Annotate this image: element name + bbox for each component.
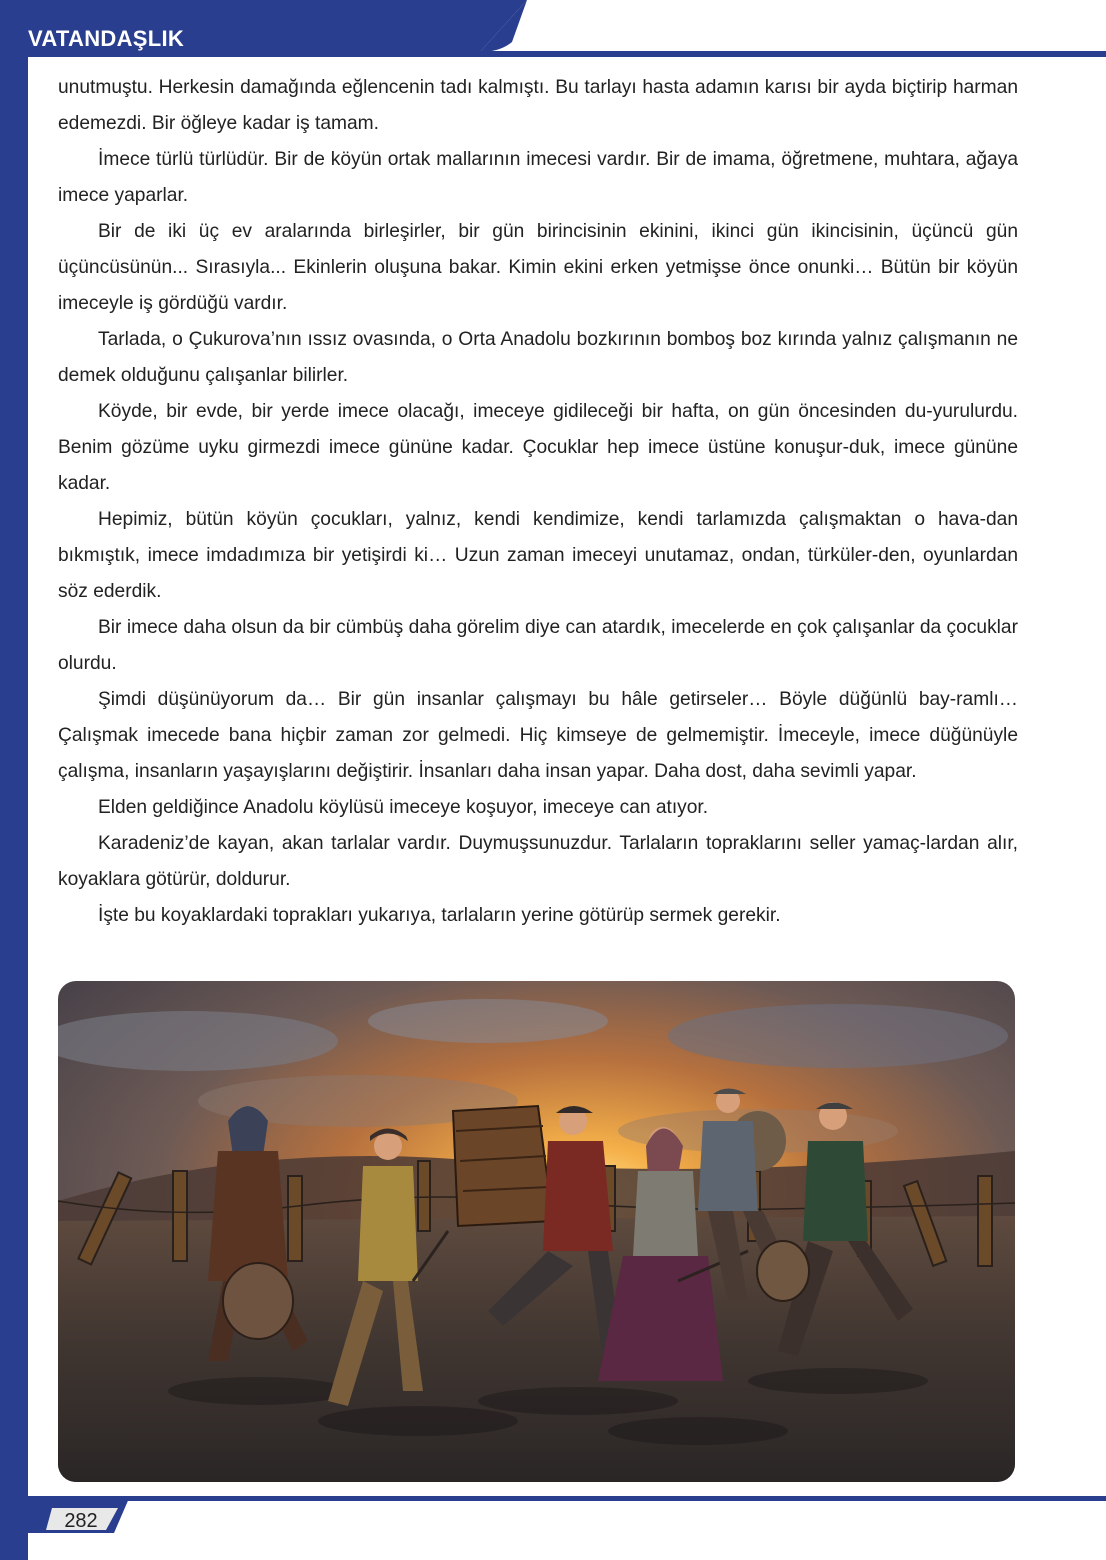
paragraph: Şimdi düşünüyorum da… Bir gün insanlar çalışmayı bu hâle getirseler… Böyle düğünlü bay-ramlı… Çalışmak imecede bana hiçbir zaman zor gelmedi. Hiç kimseye de gelmemiştir. İmeceyle, imece düğünüyle çalışma, insanların yaşayışlarını değiştirir. İnsanları daha insan yapar. Daha dost, daha sevimli yapar. xyxy=(58,689,1018,782)
paragraph: Bir de iki üç ev aralarında birleşirler, bir gün birincisinin ekinini, ikinci gün ikincisinin, üçüncü gün üçüncüsünün... Sırasıyla... Ekinlerin oluşuna bakar. Kimin ekini erken yetmişse önce onunki… Bütün bir köyün imeceyle iş gördüğü vardır. xyxy=(58,221,1018,314)
paragraph: unutmuştu. Herkesin damağında eğlencenin tadı kalmıştı. Bu tarlayı hasta adamın karısı bir ayda biçtirip harman edemezdi. Bir öğleye kadar iş tamam. xyxy=(58,77,1018,134)
paragraph: Elden geldiğince Anadolu köylüsü imeceye koşuyor, imeceye can atıyor. xyxy=(98,797,709,818)
paragraph: Tarlada, o Çukurova’nın ıssız ovasında, o Orta Anadolu bozkırının bomboş boz kırında yalnız çalışmanın ne demek olduğunu çalışanlar bilirler. xyxy=(58,329,1018,386)
illustration-icon xyxy=(58,981,1015,1482)
paragraph: İşte bu koyaklardaki toprakları yukarıya, tarlaların yerine götürüp sermek gerekir. xyxy=(98,905,781,926)
header-title: VATANDAŞLIK xyxy=(28,26,185,51)
page-number: 282 xyxy=(64,1510,98,1532)
paragraph: Karadeniz’de kayan, akan tarlalar vardır. Duymuşsunuzdur. Tarlaların topraklarını seller yamaç-lardan alır, koyaklara götürür, doldurur. xyxy=(58,833,1018,890)
paragraph: İmece türlü türlüdür. Bir de köyün ortak mallarının imecesi vardır. Bir de imama, öğretmene, muhtara, ağaya imece yaparlar. xyxy=(58,149,1018,206)
footer-band xyxy=(0,1496,1106,1560)
paragraph: Bir imece daha olsun da bir cümbüş daha görelim diye can atardık, imecelerde en çok çalışanlar da çocuklar olurdu. xyxy=(58,617,1018,674)
paragraph: Köyde, bir evde, bir yerde imece olacağı, imeceye gidileceği bir hafta, on gün öncesinden du-yurulurdu. Benim gözüme uyku girmezdi imece gününe kadar. Çocuklar hep imece üstüne konuşur-duk, imece gününe kadar. xyxy=(58,401,1018,494)
body-text xyxy=(58,70,1018,934)
illustration xyxy=(58,981,1015,1482)
paragraph: Hepimiz, bütün köyün çocukları, yalnız, kendi kendimize, kendi tarlamızda çalışmaktan o hava-dan bıkmıştık, imece imdadımıza bir yetişirdi ki… Uzun zaman imeceyi unutamaz, ondan, türküler-den, oyunlardan söz ederdik. xyxy=(58,509,1018,602)
left-accent-bar xyxy=(0,0,28,1560)
